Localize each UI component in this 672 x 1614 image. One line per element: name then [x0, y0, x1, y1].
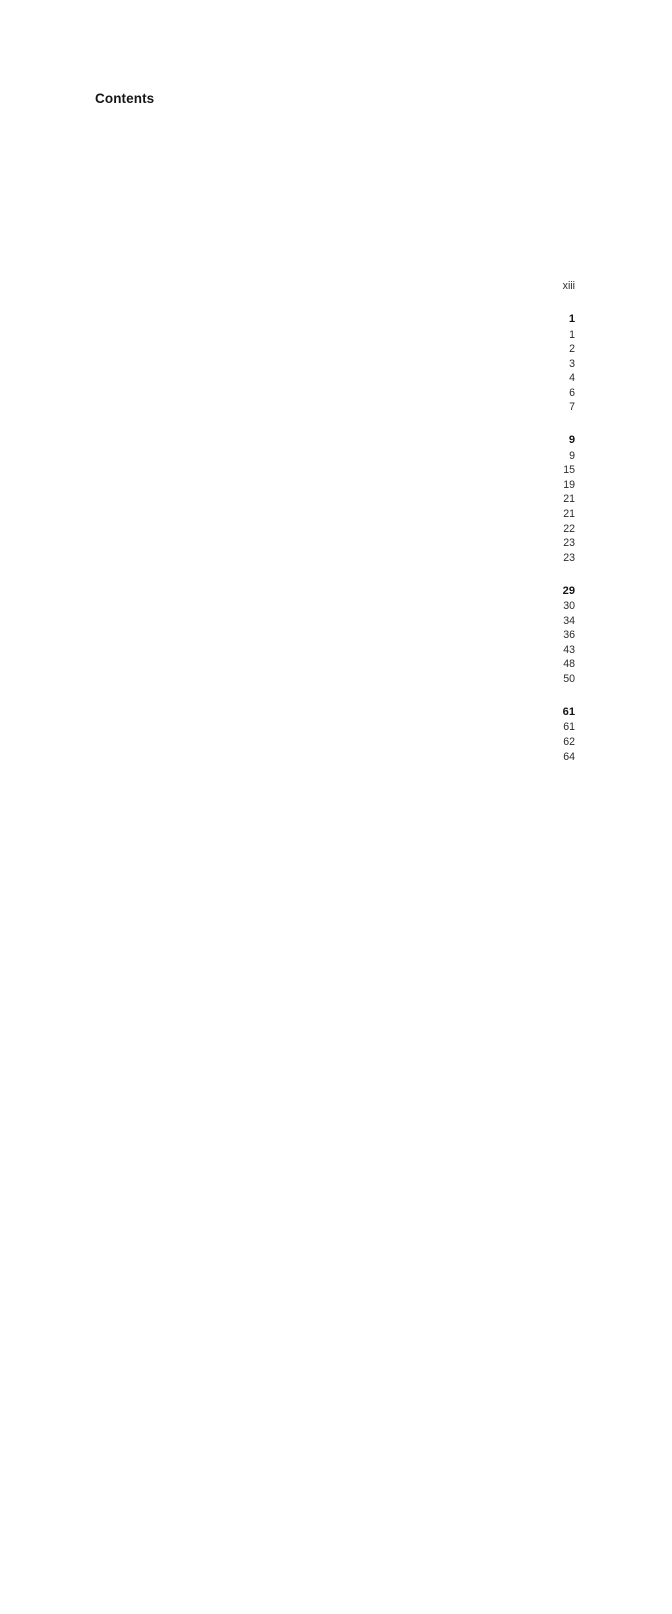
- toc-section-entry-page-number: 7: [0, 400, 575, 1264]
- toc-section-entry-page-number: 43: [0, 643, 575, 1507]
- table-of-contents: [0, 279, 672, 764]
- toc-section-entry-page-number: 30: [0, 599, 575, 1463]
- toc-section-entry-page-number: 4: [0, 371, 575, 1235]
- toc-section-entry-page-number: 6: [0, 386, 575, 1250]
- toc-section-entry[interactable]: [0, 449, 672, 464]
- toc-section-entry-page-number: 19: [0, 478, 575, 1342]
- toc-section-entry[interactable]: [0, 628, 672, 643]
- toc-section-entry-page-number: 50: [0, 672, 575, 1536]
- toc-chapter-entry-page-number: 1: [0, 312, 575, 1176]
- toc-section-entry-page-number: 9: [0, 449, 575, 1313]
- toc-section-entry[interactable]: [0, 643, 672, 658]
- toc-section-entry[interactable]: [0, 750, 672, 765]
- chapter-block: [0, 584, 672, 687]
- front-matter-block: [0, 279, 672, 294]
- toc-chapter-entry-page-number: 9: [0, 433, 575, 1297]
- toc-section-entry[interactable]: [0, 371, 672, 386]
- chapter-block: [0, 433, 672, 565]
- toc-section-entry-page-number: 34: [0, 614, 575, 1478]
- toc-section-entry[interactable]: [0, 478, 672, 493]
- toc-section-entry-page-number: 64: [0, 750, 575, 1614]
- toc-section-entry[interactable]: [0, 720, 672, 735]
- toc-section-entry[interactable]: [0, 599, 672, 614]
- toc-section-entry[interactable]: [0, 735, 672, 750]
- toc-front-matter-entry-page-number: xiii: [0, 279, 575, 1143]
- toc-section-entry-page-number: 2: [0, 342, 575, 1206]
- toc-section-entry[interactable]: [0, 400, 672, 415]
- toc-section-entry-page-number: 61: [0, 720, 575, 1584]
- toc-section-entry-page-number: 48: [0, 657, 575, 1521]
- toc-section-entry-page-number: 36: [0, 628, 575, 1492]
- toc-chapter-entry[interactable]: [0, 584, 672, 600]
- toc-section-entry-page-number: 3: [0, 357, 575, 1221]
- toc-section-entry[interactable]: [0, 328, 672, 343]
- toc-chapter-entry-page-number: 61: [0, 705, 575, 1569]
- toc-section-entry[interactable]: [0, 386, 672, 401]
- toc-front-matter-entry[interactable]: [0, 279, 672, 294]
- chapter-block: [0, 312, 672, 415]
- toc-section-entry-page-number: 23: [0, 536, 575, 1400]
- toc-chapter-entry[interactable]: [0, 312, 672, 328]
- toc-section-entry[interactable]: [0, 672, 672, 687]
- toc-chapter-entry[interactable]: [0, 433, 672, 449]
- chapter-block: [0, 705, 672, 764]
- toc-section-entry-page-number: 62: [0, 735, 575, 1599]
- toc-section-entry[interactable]: [0, 551, 672, 566]
- toc-section-entry[interactable]: [0, 463, 672, 478]
- toc-section-entry-page-number: 23: [0, 551, 575, 1415]
- toc-section-entry-page-number: 21: [0, 492, 575, 1356]
- toc-section-entry[interactable]: [0, 342, 672, 357]
- toc-subsection-entry-page-number: 22: [0, 522, 575, 1386]
- toc-section-entry[interactable]: [0, 357, 672, 372]
- toc-subsection-entry[interactable]: [0, 507, 672, 522]
- toc-chapter-entry-page-number: 29: [0, 584, 575, 1448]
- page-title: Contents: [95, 91, 155, 106]
- toc-chapter-entry[interactable]: [0, 705, 672, 721]
- toc-subsection-entry-page-number: 21: [0, 507, 575, 1371]
- toc-section-entry-page-number: 1: [0, 328, 575, 1192]
- toc-section-entry[interactable]: [0, 536, 672, 551]
- toc-section-entry[interactable]: [0, 614, 672, 629]
- toc-subsection-entry[interactable]: [0, 522, 672, 537]
- toc-section-entry[interactable]: [0, 492, 672, 507]
- toc-section-entry[interactable]: [0, 657, 672, 672]
- chapter-list: [0, 312, 672, 764]
- toc-section-entry-page-number: 15: [0, 463, 575, 1327]
